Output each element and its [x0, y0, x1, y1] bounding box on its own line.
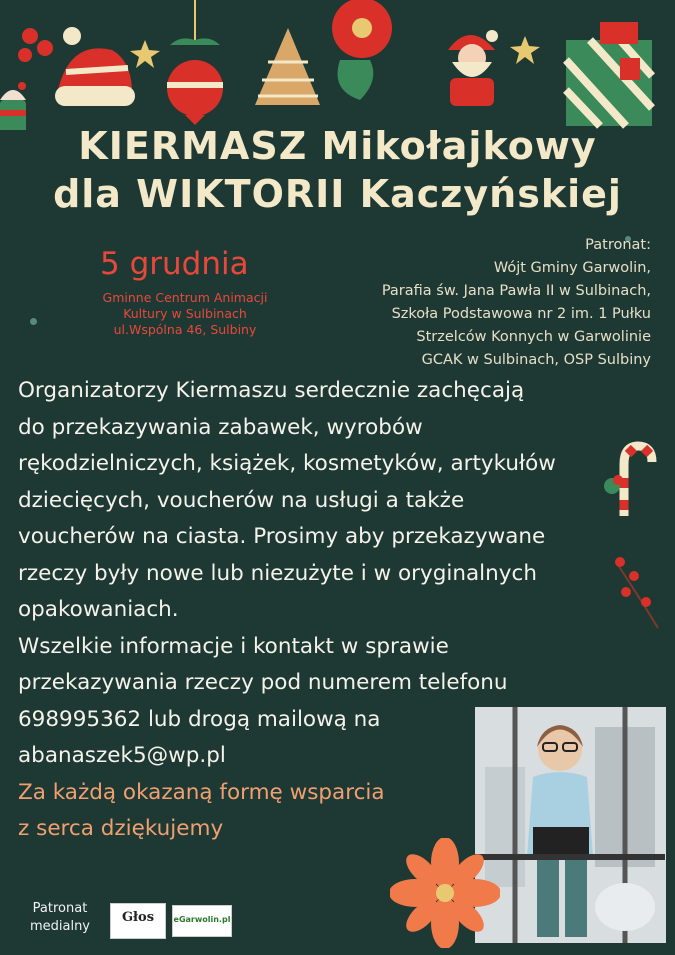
- body-line: opakowaniach.: [18, 597, 179, 622]
- event-date: 5 grudnia: [100, 246, 249, 282]
- event-venue: [70, 290, 300, 338]
- decor-dot: [30, 318, 37, 325]
- child-photo: [475, 707, 666, 943]
- star-icon: [510, 36, 540, 64]
- poster-title-line2: dla WIKTORII Kaczyńskiej: [53, 172, 622, 216]
- patronage-line: Szkoła Podstawowa nr 2 im. 1 Pułku: [391, 306, 651, 322]
- ornament-icon: [167, 0, 223, 125]
- gift-box-icon: [566, 22, 652, 126]
- glos-logo-text: Głos: [121, 910, 155, 925]
- body-line: voucherów na ciasta. Prosimy aby przekazywane: [18, 524, 546, 549]
- christmas-decorations: [0, 0, 675, 130]
- venue-line: Kultury w Sulbinach: [123, 306, 247, 321]
- body-line: Wszelkie informacje i kontakt w sprawie: [18, 633, 449, 659]
- patronage-line: Patronat:: [585, 237, 651, 253]
- contact-email[interactable]: abanaszek5@wp.pl: [18, 743, 226, 768]
- media-label-line: medialny: [29, 919, 91, 934]
- media-patronage-label: [20, 900, 100, 936]
- body-line: Organizatorzy Kiermaszu serdecznie zachęcają: [18, 378, 525, 403]
- body-line: do przekazywania zabawek, wyrobów: [18, 414, 423, 440]
- cocoa-mug-icon: [0, 82, 26, 130]
- egarwolin-logo: [172, 905, 232, 937]
- egarwolin-logo-text: eGarwolin.pl: [173, 915, 231, 924]
- thanks-line: z serca dziękujemy: [18, 816, 224, 841]
- patronage-line: Wójt Gminy Garwolin,: [493, 260, 651, 276]
- poinsettia-icon: [332, 0, 392, 100]
- gingerbread-tree-icon: [255, 28, 320, 105]
- media-label-line: Patronat: [32, 901, 88, 916]
- venue-line: ul.Wspólna 46, Sulbiny: [113, 322, 257, 337]
- patronage-line: Parafia św. Jana Pawła II w Sulbinach,: [381, 283, 651, 299]
- poinsettia-icon: [390, 838, 500, 948]
- patronage-line: GCAK w Sulbinach, OSP Sulbiny: [421, 352, 651, 368]
- glos-logo: [110, 903, 166, 939]
- patronage-line: Strzelców Konnych w Garwolinie: [416, 329, 651, 345]
- holly-berries-icon: [18, 28, 53, 62]
- santa-icon: [448, 30, 498, 106]
- body-line: przekazywania rzeczy pod numerem telefonu: [18, 670, 508, 695]
- body-line: 698995362 lub drogą mailową na: [18, 706, 381, 732]
- venue-line: Gminne Centrum Animacji: [102, 290, 268, 305]
- photo-illustration: [475, 707, 666, 943]
- body-line: rzeczy były nowe lub niezużyte i w oryginalnych: [18, 560, 537, 586]
- patronage-block: [321, 234, 651, 372]
- poster-title-line1: KIERMASZ Mikołajkowy: [78, 124, 597, 168]
- star-icon: [130, 40, 160, 68]
- body-line: rękodzielniczych, książek, kosmetyków, artykułów: [18, 451, 556, 476]
- thanks-line: Za każdą okazaną formę wsparcia: [18, 779, 385, 805]
- body-line: dziecięcych, voucherów na usługi a także: [18, 487, 465, 513]
- santa-hat-icon: [55, 27, 135, 106]
